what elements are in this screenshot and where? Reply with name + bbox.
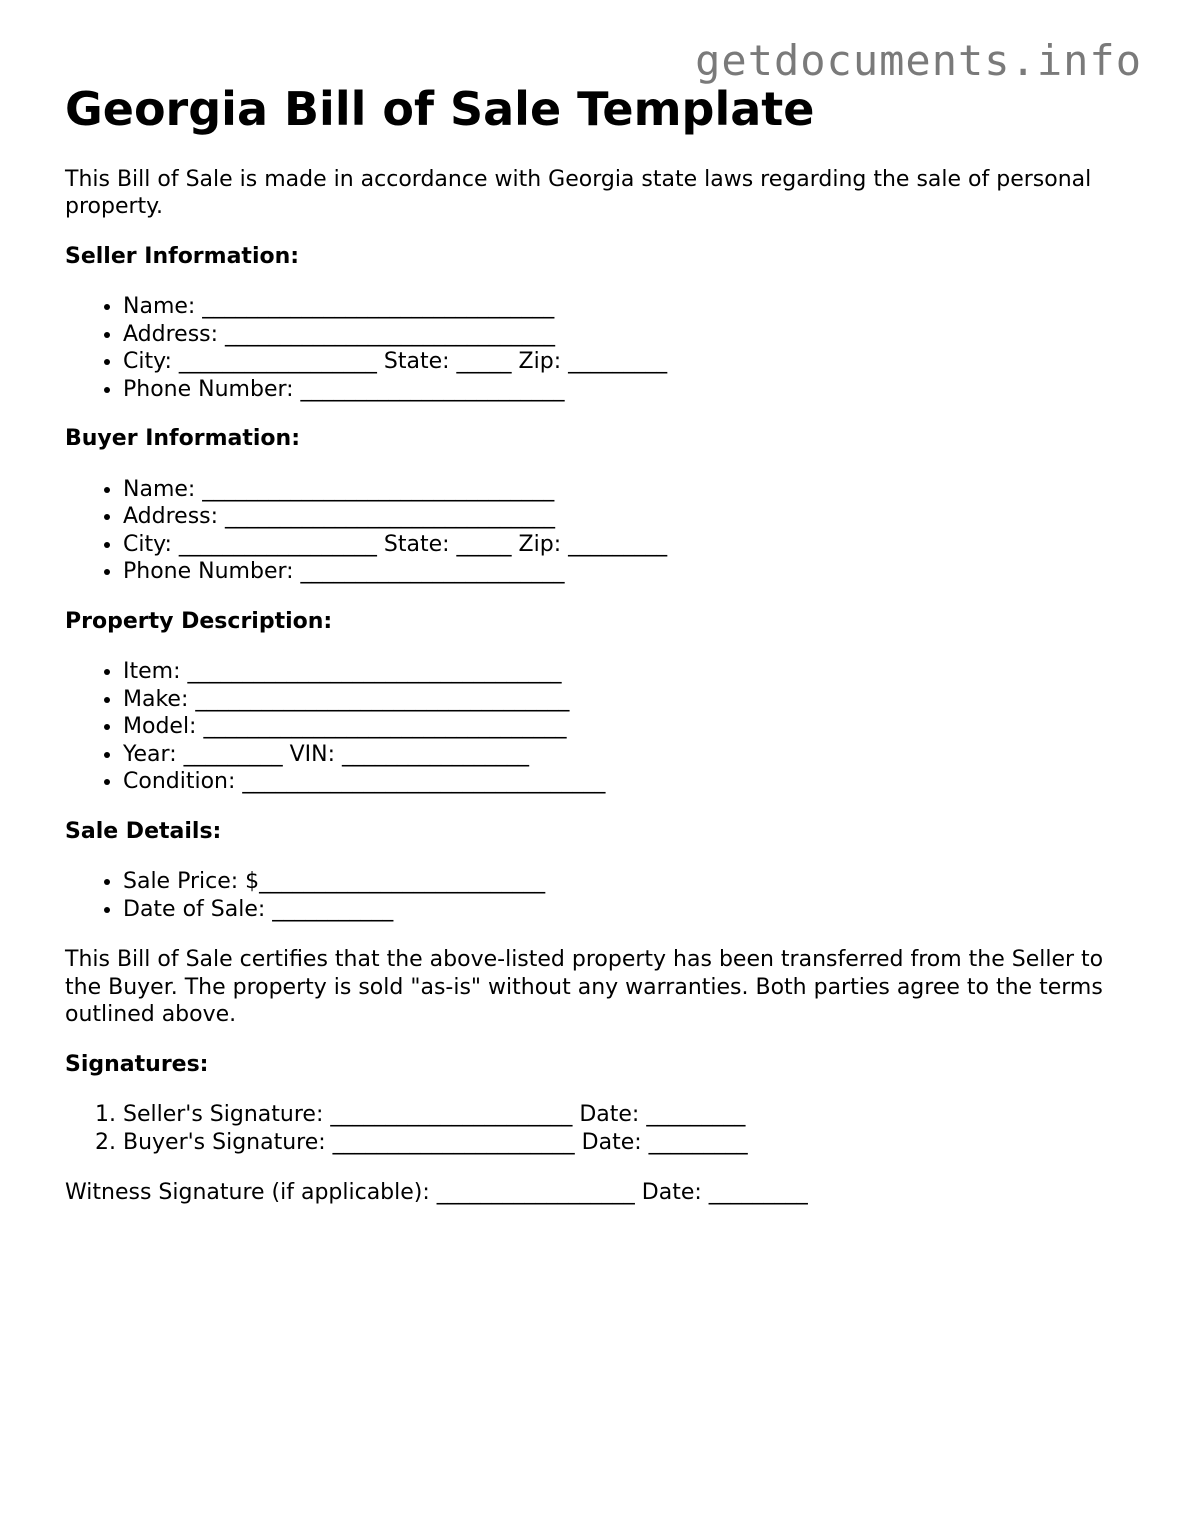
seller-phone-field[interactable]: • Phone Number: ________________________ <box>123 376 1125 404</box>
intro-paragraph: This Bill of Sale is made in accordance with Georgia state laws regarding the sale of personal property. <box>65 166 1092 220</box>
seller-name-field[interactable]: • Name: ________________________________ <box>123 293 1125 321</box>
buyer-city-state-zip-field[interactable]: • City: __________________ State: _____ Zip: _________ <box>123 531 1125 559</box>
seller-address-field[interactable]: • Address: ______________________________ <box>123 321 1125 349</box>
signatures-list <box>65 1101 1125 1156</box>
property-list <box>65 658 1125 796</box>
seller-city-state-zip-field[interactable]: • City: __________________ State: _____ Zip: _________ <box>123 348 1125 376</box>
property-year-vin-field[interactable]: • Year: _________ VIN: _________________ <box>123 741 1125 769</box>
document-page <box>65 80 1125 1207</box>
property-condition-field[interactable]: • Condition: _________________________________ <box>123 768 1125 796</box>
sale-price-field[interactable]: • Sale Price: $__________________________ <box>123 868 1125 896</box>
sale-heading: Sale Details: <box>65 818 222 844</box>
sale-list <box>65 868 1125 923</box>
seller-heading: Seller Information: <box>65 243 300 269</box>
property-item-field[interactable]: • Item: __________________________________ <box>123 658 1125 686</box>
property-model-field[interactable]: • Model: _________________________________ <box>123 713 1125 741</box>
buyer-phone-field[interactable]: • Phone Number: ________________________ <box>123 558 1125 586</box>
seller-list <box>65 293 1125 403</box>
closing-paragraph: This Bill of Sale certifies that the above-listed property has been transferred from the Seller to the Buyer. The property is sold "as-is" without any warranties. Both parties agree to the terms outlined above. <box>65 947 1104 1028</box>
signatures-heading: Signatures: <box>65 1051 209 1077</box>
buyer-address-field[interactable]: • Address: ______________________________ <box>123 503 1125 531</box>
document-title: Georgia Bill of Sale Template <box>65 82 815 136</box>
buyer-list <box>65 476 1125 586</box>
property-make-field[interactable]: • Make: __________________________________ <box>123 686 1125 714</box>
witness-signature-field[interactable]: Witness Signature (if applicable): __________________ Date: _________ <box>65 1180 808 1206</box>
property-heading: Property Description: <box>65 608 333 634</box>
buyer-signature-field[interactable]: 2. Buyer's Signature: ______________________ Date: _________ <box>123 1129 1125 1157</box>
seller-signature-field[interactable]: 1. Seller's Signature: ______________________ Date: _________ <box>123 1101 1125 1129</box>
watermark: getdocuments.info <box>695 36 1142 85</box>
buyer-name-field[interactable]: • Name: ________________________________ <box>123 476 1125 504</box>
sale-date-field[interactable]: • Date of Sale: ___________ <box>123 896 1125 924</box>
buyer-heading: Buyer Information: <box>65 426 300 452</box>
